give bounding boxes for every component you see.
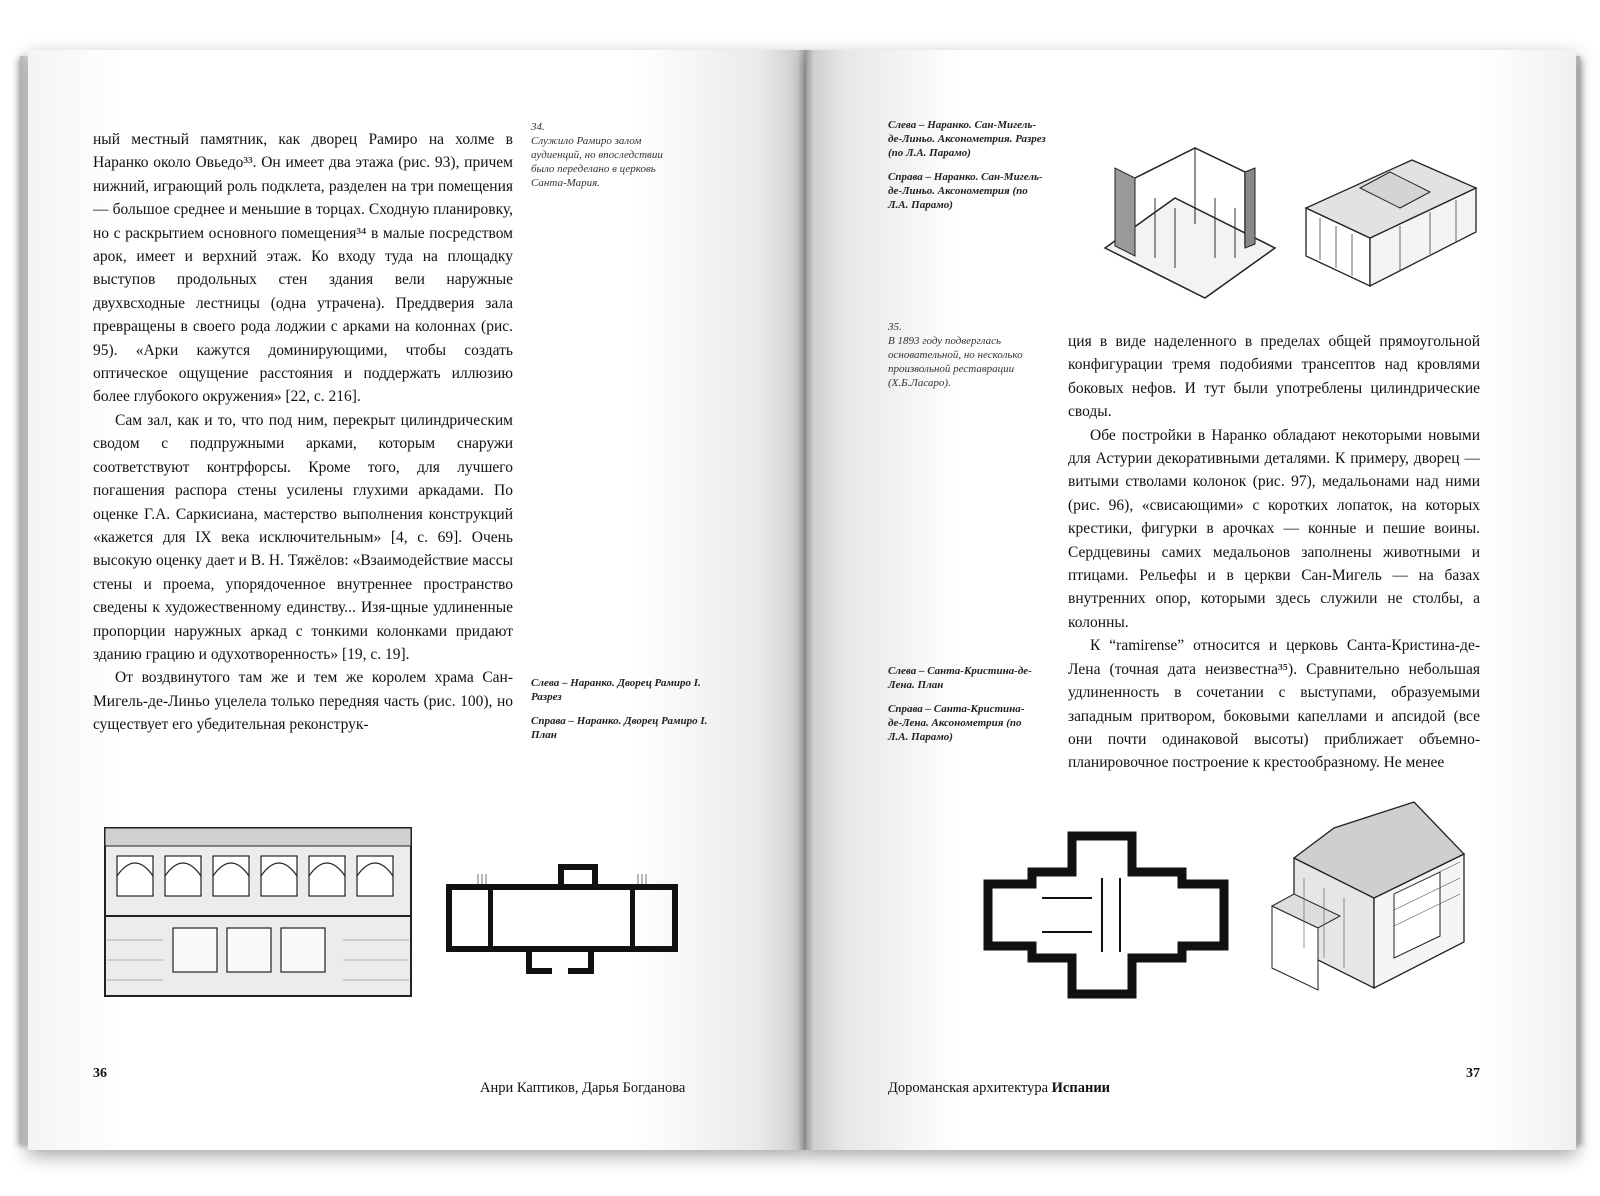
santa-cristina-axonometry-figure	[1264, 798, 1486, 998]
right-paragraph-1: ция в виде наделенного в пределах общей прямоугольной конфигурации тремя подобиями трансептов над кровлями боковых нефов. И тут были употреблены цилиндрические своды.	[1068, 333, 1480, 421]
right-bottom-captions	[888, 664, 1038, 754]
right-paragraph-3: К “ramirense” относится и церковь Санта-Кристина-де-Лена (точная дата неизвестна³⁵). Сравнительно небольшая удлиненность в сочетании с выступами, образуемыми западным притвором, боковыми капеллами и апсидой (все они почти одинаковой высоты) приближает объемно-планировочное построение к крестообразному. Не менее	[1068, 637, 1480, 772]
footnote-34: 34. Служило Рамиро залом аудиенций, но впоследствии было переделано в церковь Санта-Мария.	[531, 121, 663, 189]
san-miguel-section-figure	[1095, 128, 1285, 304]
left-paragraph-3: От воздвинутого там же и тем же королем храма Сан-Мигель-де-Линьо уцелела только передняя часть (рис. 100), но существует его убедительная реконструк-	[93, 669, 513, 734]
palace-section-figure	[103, 820, 415, 1000]
caption-santa-cristina-axonometry: Справа – Санта-Кристина-де-Лена. Аксонометрия (по Л.А. Парамо)	[888, 703, 1025, 743]
right-page-number: 37	[1466, 1066, 1480, 1081]
right-running-head-bold: Испании	[1051, 1080, 1111, 1096]
left-page-number: 36	[93, 1066, 107, 1081]
palace-plan-figure	[438, 850, 686, 986]
footnote-35: 35. В 189‍3 году подверглась основательной, но несколько произвольной реставрации (Х.Б.Ласаро).	[888, 321, 1023, 389]
caption-santa-cristina-plan: Слева – Санта-Кристина-де-Лена. План	[888, 665, 1032, 691]
san-miguel-axonometry-figure	[1300, 148, 1480, 290]
caption-san-miguel-section: Слева – Наранко. Сан-Мигель-де-Линьо. Аксонометрия. Разрез (по Л.А. Парамо)	[888, 119, 1046, 159]
book-gutter	[798, 50, 814, 1150]
right-paragraph-2: Обе постройки в Наранко обладают некоторыми новыми для Астурии декоративными деталями. К примеру, дворец — витыми стволами колонок (рис. 97), медальонами над ними (рис. 96), «свисающими» с коротких лопаток, на которых крестики, фигурки в арочках — конные и пешие воины. Сердцевины самих медальонов заполнены животными и птицами. Рельефы и в церкви Сан-Мигель — на базах внутренних опор, которыми здесь служили не столбы, а колонны.	[1068, 426, 1480, 631]
right-running-head	[888, 1080, 1110, 1097]
caption-naranco-plan: Справа – Наранко. Дворец Рамиро I. План	[531, 715, 708, 741]
right-top-captions	[888, 118, 1048, 222]
right-running-head-title: Дороманская архитектура	[888, 1080, 1052, 1096]
left-body-text	[93, 128, 513, 737]
santa-cristina-plan-figure	[982, 828, 1230, 1000]
caption-san-miguel-axonometry: Справа – Наранко. Сан-Мигель-де-Линьо. Аксонометрия (по Л.А. Парамо)	[888, 171, 1043, 211]
left-running-head: Анри Каптиков, Дарья Богданова	[480, 1080, 686, 1096]
left-paragraph-1: ный местный памятник, как дворец Рамиро на холме в Наранко около Овьедо³³. Он имеет два этажа (рис. 93), причем нижний, играющий роль подклета, разделен на три помещения — большое среднее и меньшие в торцах. Сходную планировку, но с раскрытием основного помещения³⁴ в малые посредством арок, имеет и верхний этаж. Ко входу туда на площадку выступов продольных стен здания вели наружные двухвсходные лестницы (одна утрачена). Преддверия зала превращены в своего рода лоджии с арками на колоннах (рис. 95). «Арки кажутся доминирующими, чтобы создать оптическое ощущение расстояния и поддержать иллюзию более глубокого окружения» [22, с. 216].	[93, 131, 513, 406]
caption-naranco-section: Слева – Наранко. Дворец Рамиро I. Разрез	[531, 677, 701, 703]
left-figure-captions	[531, 676, 721, 752]
right-body-text	[1068, 330, 1480, 775]
left-paragraph-2: Сам зал, как и то, что под ним, перекрыт цилиндрическим сводом с подпружными арками, которым снаружи соответствуют контрфорсы. Кроме того, для лучшего погашения распора стены усилены глухими аркадами. По оценке Г.А. Саркисиана, мастерство выполнения конструкций «кажется для IX века исключительным» [4, с. 69]. Очень высокую оценку дает и В. Н. Тяжёлов: «Взаимодействие массы стены и проема, упорядоченное внутреннее пространство сведены к художественному единству... Изя-щные удлиненные пропорции наружных аркад с тонкими колонками придают зданию грацию и одухотворенность» [19, с. 19].	[93, 411, 513, 663]
